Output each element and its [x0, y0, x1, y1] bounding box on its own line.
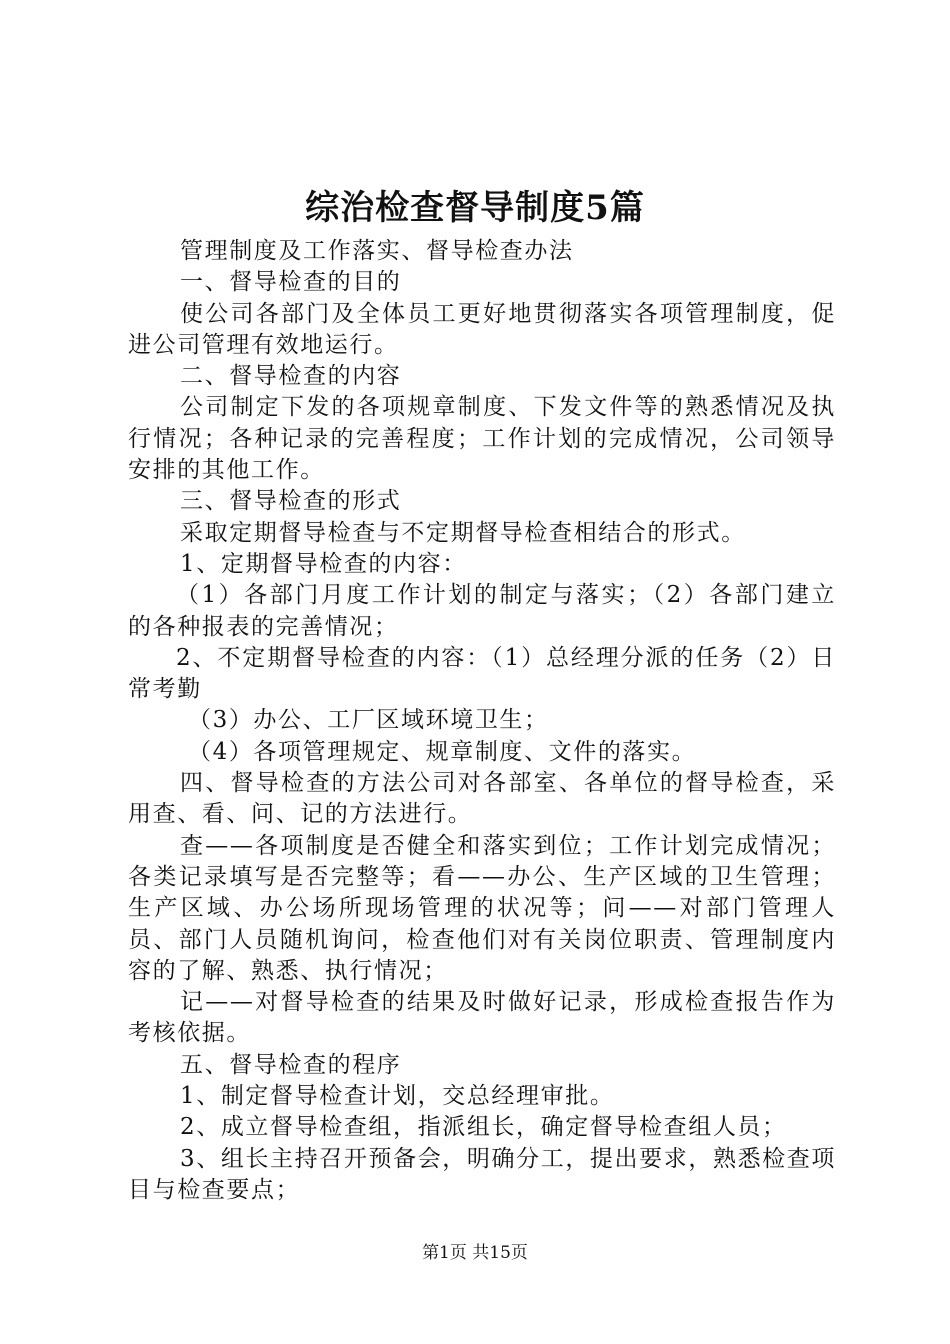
paragraph: （1）各部门月度工作计划的制定与落实；（2）各部门建立的各种报表的完善情况；	[128, 582, 836, 640]
paragraph: 采取定期督导检查与不定期督导检查相结合的形式。	[180, 519, 746, 546]
list-item: 3、组长主持召开预备会，明确分工，提出要求，熟悉检查项目与检查要点；	[128, 1145, 836, 1203]
list-item: （4）各项管理规定、规章制度、文件的落实。	[188, 738, 697, 765]
section-heading: 四、督导检查的方法公司对各部室、各单位的督导检查，采用查、看、问、记的方法进行。	[128, 770, 836, 828]
section-heading: 一、督导检查的目的	[180, 269, 402, 296]
list-item: （3）办公、工厂区域环境卫生；	[188, 707, 549, 734]
list-item: 2、成立督导检查组，指派组长，确定督导检查组人员；	[180, 1114, 787, 1141]
page-number: 第1页 共15页	[422, 1243, 528, 1263]
list-heading: 1、定期督导检查的内容：	[180, 550, 467, 577]
paragraph: 查——各项制度是否健全和落实到位；工作计划完成情况；各类记录填写是否完整等；看——办公、生产区域的卫生管理；生产区域、办公场所现场管理的状况等；问——对部门管理人员、部门人员随机询问，检查他们对有关岗位职责、管理制度内容的了解、熟悉、执行情况；	[128, 832, 836, 984]
paragraph: 使公司各部门及全体员工更好地贯彻落实各项管理制度，促进公司管理有效地运行。	[128, 300, 836, 358]
section-heading: 二、督导检查的内容	[180, 363, 402, 390]
paragraph: 记——对督导检查的结果及时做好记录，形成检查报告作为考核依据。	[128, 989, 836, 1047]
paragraph: 2、不定期督导检查的内容：（1）总经理分派的任务（2）日常考勤	[128, 644, 836, 703]
list-item: 1、制定督导检查计划，交总经理审批。	[180, 1083, 615, 1110]
document-body	[128, 236, 836, 1206]
paragraph: 管理制度及工作落实、督导检查办法	[180, 238, 574, 264]
document-title: 综治检查督导制度5篇	[305, 188, 645, 228]
section-heading: 三、督导检查的形式	[180, 488, 402, 515]
paragraph: 公司制定下发的各项规章制度、下发文件等的熟悉情况及执行情况；各种记录的完善程度；工作计划的完成情况，公司领导安排的其他工作。	[128, 394, 836, 484]
section-heading: 五、督导检查的程序	[180, 1051, 402, 1078]
